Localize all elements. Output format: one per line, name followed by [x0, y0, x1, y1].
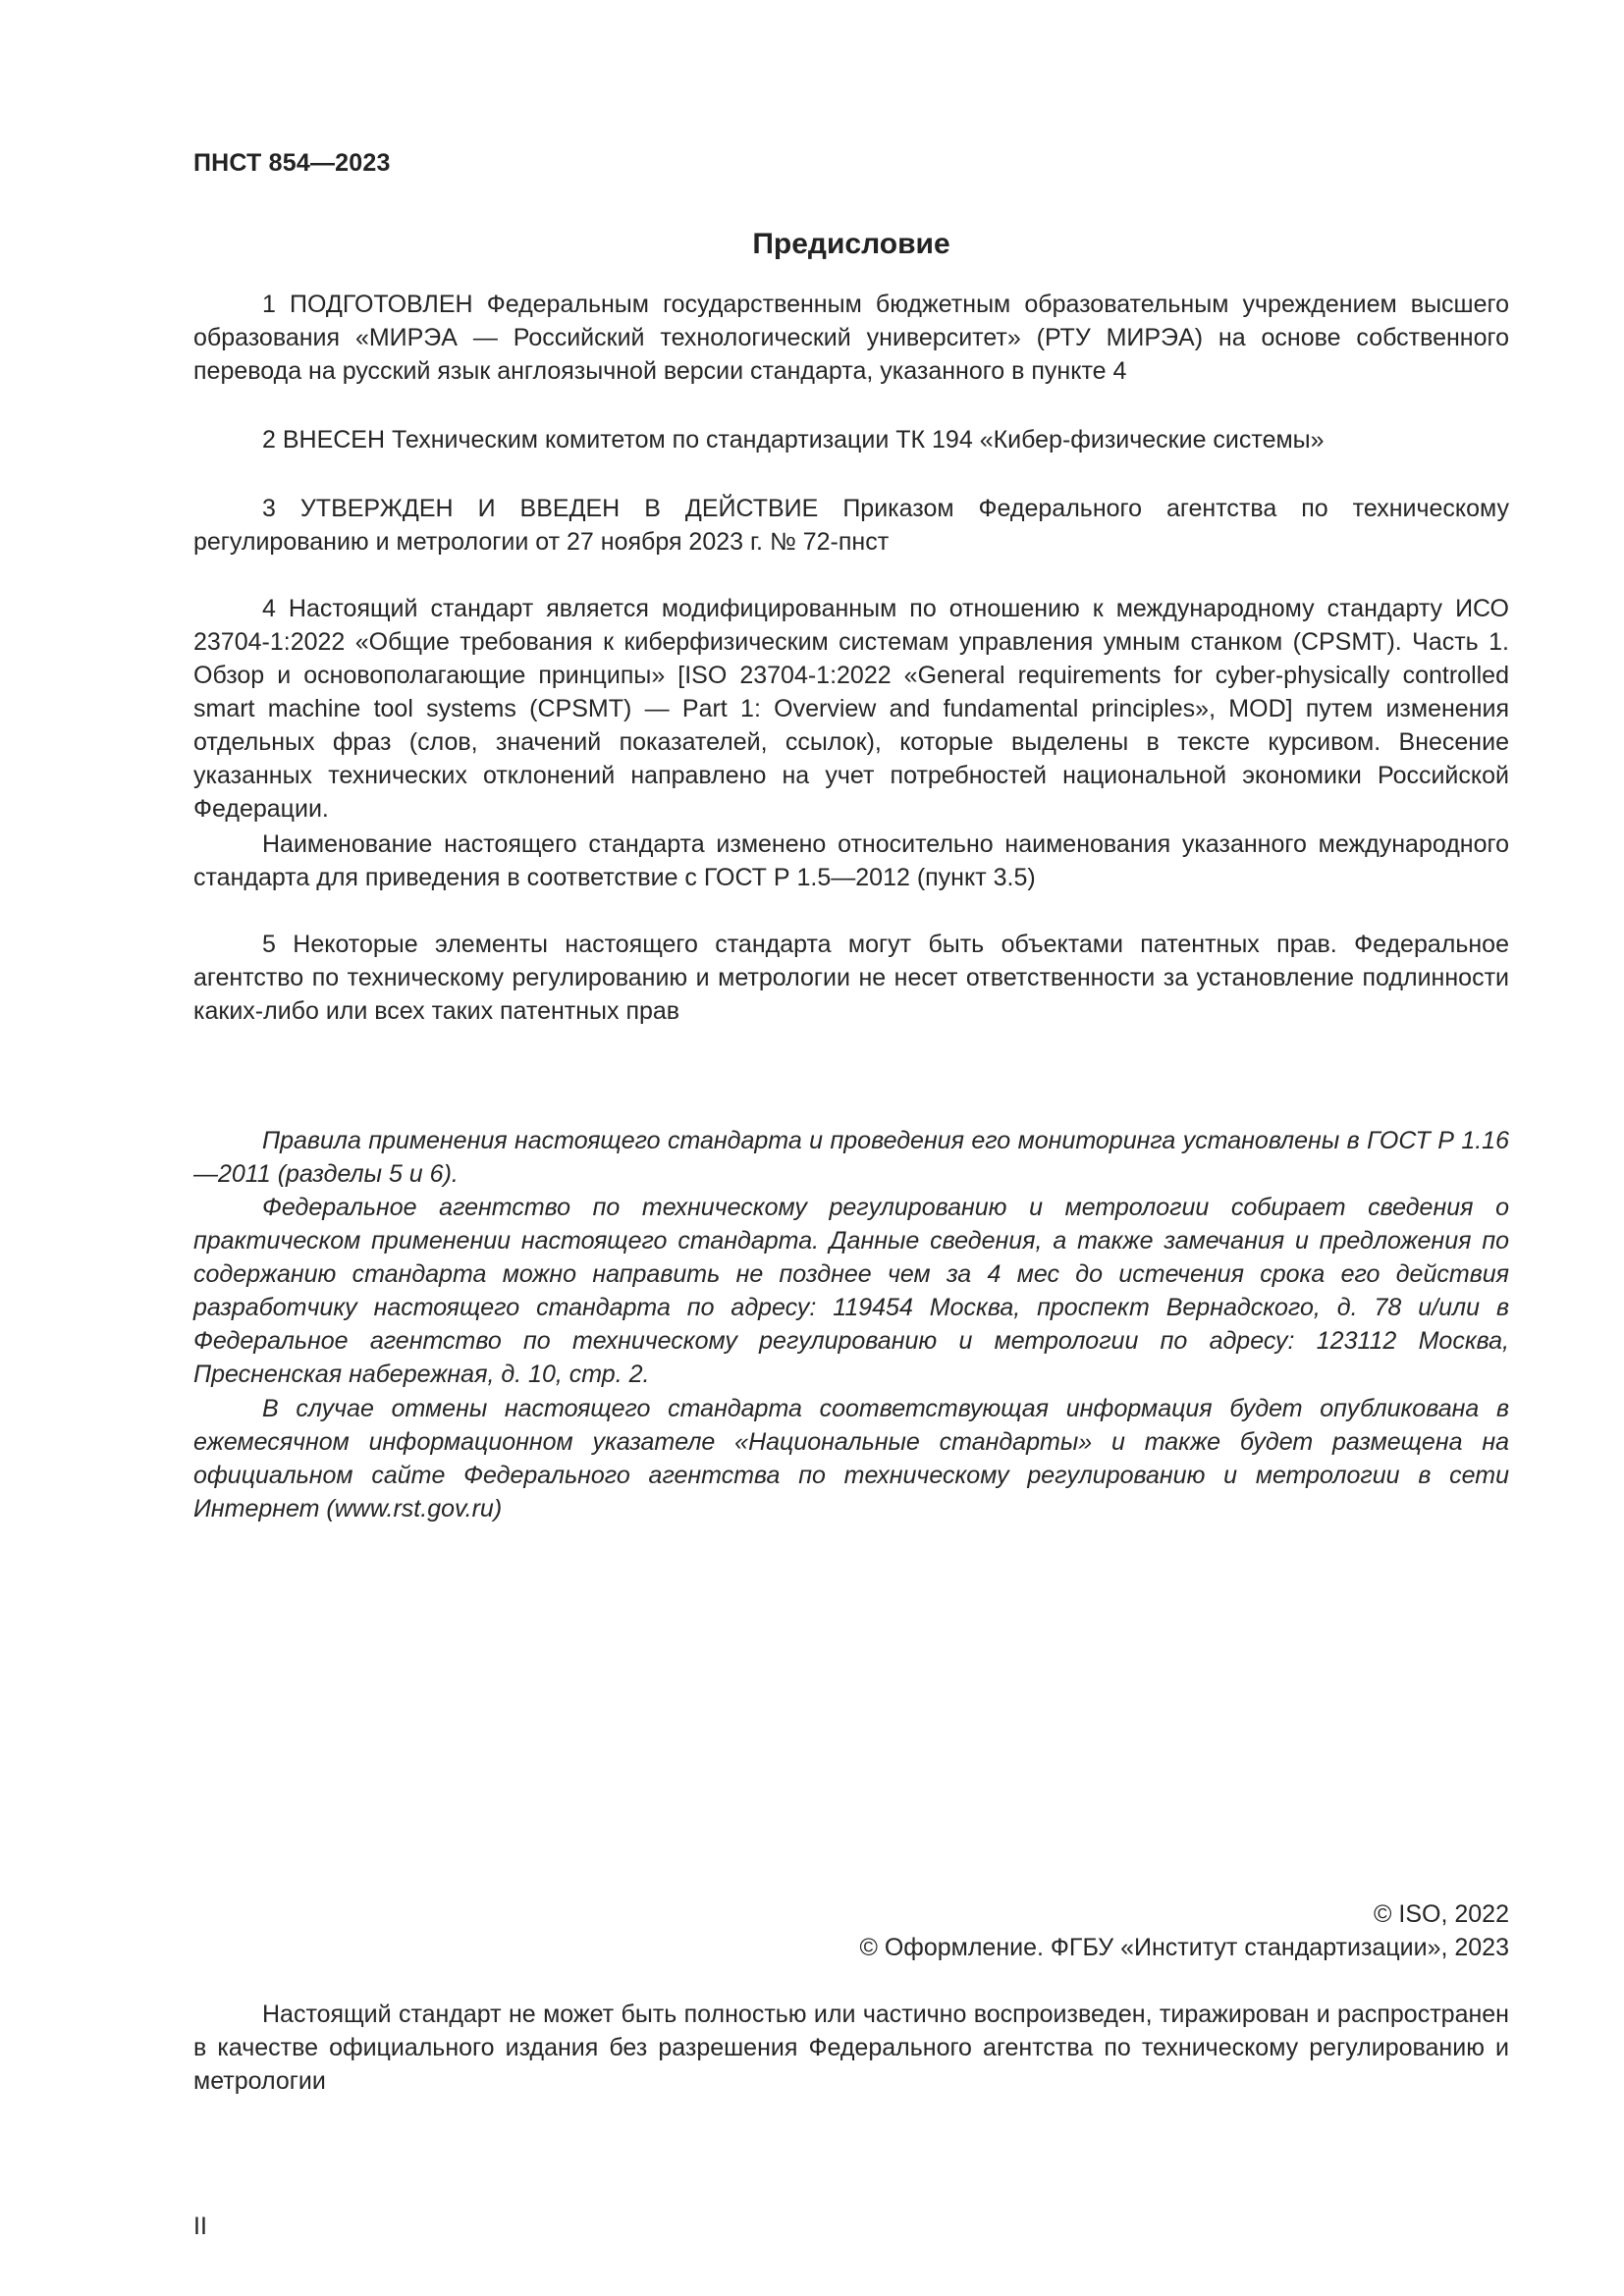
foreword-item-4-note: Наименование настоящего стандарта изменено относительно наименования указанного международного стандарта для приведения в соответствие с ГОСТ Р 1.5—2012 (пункт 3.5) [193, 830, 1509, 891]
foreword-item-5: 5 Некоторые элементы настоящего стандарта могут быть объектами патентных прав. Федеральное агентство по техническому регулированию и метрологии не несет ответственности за установление подлинности каких-либо или всех таких патентных прав [193, 931, 1509, 1025]
reproduction-notice: Настоящий стандарт не может быть полностью или частично воспроизведен, тиражирован и распространен в качестве официального издания без разрешения Федерального агентства по техническому регулированию и метрологии [193, 2001, 1509, 2095]
notice-feedback: Федеральное агентство по техническому регулированию и метрологии собирает сведения о практическом применении настоящего стандарта. Данные сведения, а также замечания и предложения по содержанию стандарта можно направить не позднее чем за 4 мес до истечения срока его действия разработчику настоящего стандарта по адресу: 119454 Москва, проспект Вернадского, д. 78 и/или в Федеральное агентство по техническому регулированию и метрологии по адресу: 123112 Москва, Пресненская набережная, д. 10, стр. 2. [193, 1194, 1509, 1388]
page-title: Предисловие [752, 228, 950, 260]
foreword-item-3: 3 УТВЕРЖДЕН И ВВЕДЕН В ДЕЙСТВИЕ Приказом Федерального агентства по техническому регулированию и метрологии от 27 ноября 2023 г. № 72-пнст [193, 495, 1509, 556]
notice-cancellation: В случае отмены настоящего стандарта соответствующая информация будет опубликована в ежемесячном информационном указателе «Национальные стандарты» и также будет размещена на официальном сайте Федерального агентства по техническому регулированию и метрологии в сети Интернет (www.rst.gov.ru) [193, 1395, 1509, 1522]
foreword-item-1: 1 ПОДГОТОВЛЕН Федеральным государственным бюджетным образовательным учреждением высшего образования «МИРЭА — Российский технологический университет» (РТУ МИРЭА) на основе собственного перевода на русский язык англоязычной версии стандарта, указанного в пункте 4 [193, 291, 1509, 385]
copyright-fgbu: © Оформление. ФГБУ «Институт стандартизации», 2023 [859, 1934, 1509, 1961]
foreword-item-4: 4 Настоящий стандарт является модифицированным по отношению к международному стандарту ИСО 23704-1:2022 «Общие требования к киберфизическим системам управления умным станком (CPSMT). Часть 1. Обзор и основополагающие принципы» [ISO 23704-1:2022 «General requirements for cyber-physically controlled smart machine tool systems (CPSMT) — Part 1: Overview and fundamental principles», MOD] путем изменения отдельных фраз (слов, значений показателей, ссылок), которые выделены в тексте курсивом. Внесение указанных технических отклонений направлено на учет потребностей национальной экономики Российской Федерации. [193, 595, 1509, 823]
notice-application-rules: Правила применения настоящего стандарта и проведения его мониторинга установлены в ГОСТ Р 1.16—2011 (разделы 5 и 6). [193, 1127, 1509, 1188]
copyright-iso: © ISO, 2022 [1374, 1900, 1509, 1928]
foreword-item-2: 2 ВНЕСЕН Техническим комитетом по стандартизации ТК 194 «Кибер-физические системы» [262, 426, 1325, 454]
page-number: II [193, 2213, 207, 2240]
document-code: ПНСТ 854—2023 [193, 149, 391, 177]
